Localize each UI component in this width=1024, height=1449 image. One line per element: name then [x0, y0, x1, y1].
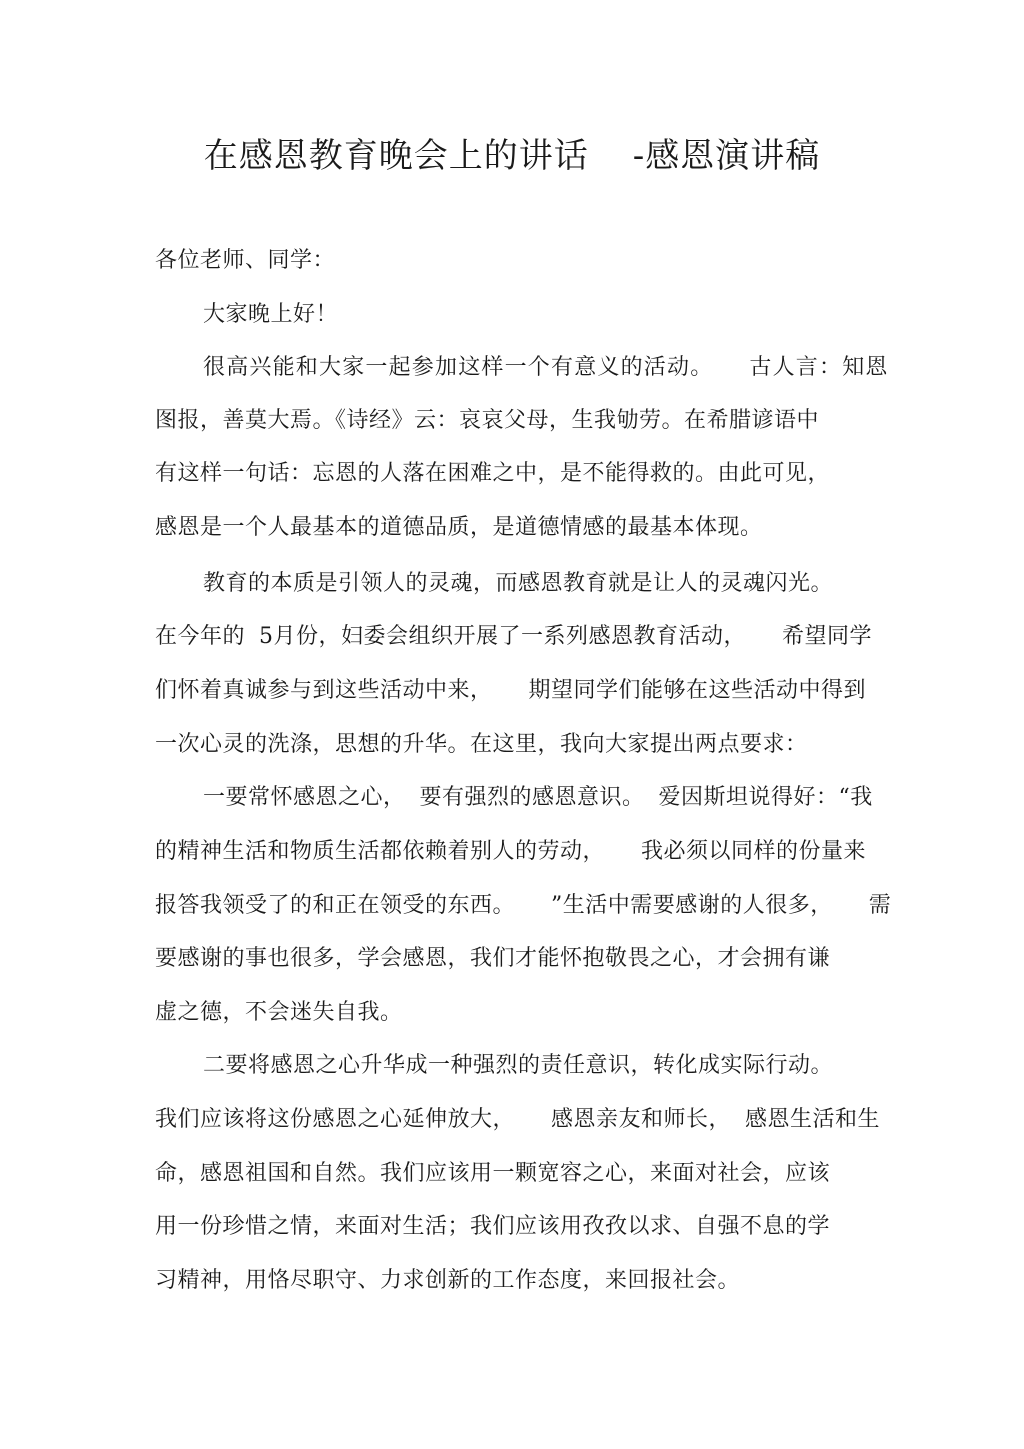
title-main: 在感恩教育晚会上的讲话: [203, 136, 589, 176]
p1-line-1: 很高兴能和大家一起参加这样一个有意义的活动。 古人言：知恩: [203, 355, 889, 380]
p2-line-4: 一次心灵的洗涤，思想的升华。在这里，我向大家提出两点要求：: [155, 732, 808, 757]
p4-line-2: 我们应该将这份感恩之心延伸放大， 感恩亲友和师长， 感恩生活和生: [155, 1107, 881, 1132]
p2-line-3: 们怀着真诚参与到这些活动中来， 期望同学们能够在这些活动中得到: [155, 678, 867, 703]
p2-line-2: 在今年的 5月份，妇委会组织开展了一系列感恩教育活动， 希望同学: [155, 624, 873, 649]
p1-line-4: 感恩是一个人最基本的道德品质，是道德情感的最基本体现。: [155, 515, 763, 540]
page-title: [0, 128, 1024, 177]
salutation: 各位老师、同学：: [155, 248, 336, 273]
p4-line-5: 习精神，用恪尽职守、力求创新的工作态度，来回报社会。: [155, 1268, 741, 1293]
greeting: 大家晚上好！: [203, 302, 339, 327]
p3-line-4: 要感谢的事也很多，学会感恩，我们才能怀抱敬畏之心，才会拥有谦: [155, 946, 831, 971]
p3-line-1: 一要常怀感恩之心， 要有强烈的感恩意识。 爱因斯坦说得好：“我: [203, 785, 873, 810]
p4-line-4: 用一份珍惜之情，来面对生活；我们应该用孜孜以求、自强不息的学: [155, 1214, 831, 1239]
p3-line-5: 虚之德，不会迷失自我。: [155, 1000, 403, 1025]
p1-line-3: 有这样一句话：忘恩的人落在困难之中，是不能得救的。由此可见，: [155, 461, 831, 486]
p3-line-3: 报答我领受了的和正在领受的东西。 ”生活中需要感谢的人很多， 需: [155, 893, 892, 918]
title-sub: -感恩演讲稿: [632, 136, 821, 176]
p4-line-1: 二要将感恩之心升华成一种强烈的责任意识，转化成实际行动。: [203, 1053, 834, 1078]
p2-line-1: 教育的本质是引领人的灵魂，而感恩教育就是让人的灵魂闪光。: [203, 571, 834, 596]
p1-line-2: 图报，善莫大焉。《诗经》云：哀哀父母，生我劬劳。在希腊谚语中: [155, 408, 820, 433]
p4-line-3: 命，感恩祖国和自然。我们应该用一颗宽容之心，来面对社会，应该: [155, 1161, 831, 1186]
p3-line-2: 的精神生活和物质生活都依赖着别人的劳动， 我必须以同样的份量来: [155, 839, 867, 864]
